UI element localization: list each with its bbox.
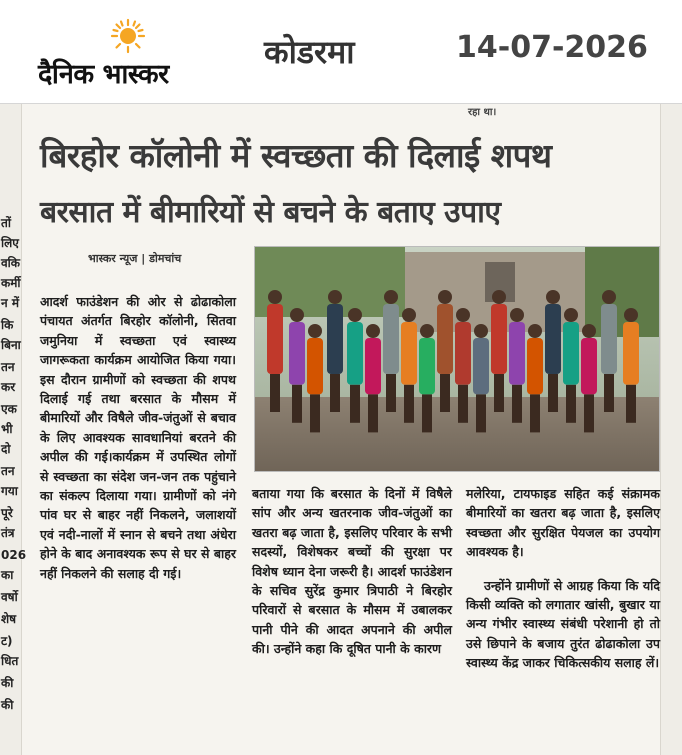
person-body [527, 338, 543, 394]
left-fragment-text: बिना [1, 338, 21, 352]
person-head [456, 308, 470, 322]
person-body [601, 304, 617, 374]
person-head [510, 308, 524, 322]
left-fragment-text: कर [1, 380, 16, 394]
person-legs [566, 385, 576, 423]
paragraph: आदर्श फाउंडेशन की ओर से ढोढाकोला पंचायत अंतर्गत बिरहोर कॉलोनी, सितवा जमुनिया में स्वच्छता एवं स्वास्थ्य जागरूकता कार्यक्रम आयोजित किया गया। इस दौरान ग्रामीणों को स्वच्छता की शपथ दिलाई गई तथा बरसात के मौसम में बीमारियों और विषैले जीव-जंतुओं से बचाव के लिए आवश्यक सावधानियां बरतने की अपील की गई।कार्यक्रम में उपस्थित लोगों से स्वच्छता का संदेश जन-जन तक पहुंचाने का संकल्प दिलाया गया। ग्रामीणों को नंगे पांव घर से बाहर नहीं निकलने, जलाशयों एवं नदी-नालों में स्नान से बचने तथा अंधेरा होने के बाद अनावश्यक रूप से घर से बाहर नहीं निकलने की सलाह दी गई। [40, 294, 236, 581]
group-photo-illustration [255, 247, 660, 472]
person-legs [386, 374, 396, 412]
person-legs [422, 394, 432, 432]
person-head [328, 290, 342, 304]
left-fragment-text: एक [1, 402, 17, 416]
person-head [308, 324, 322, 338]
person-head [420, 324, 434, 338]
person-body [545, 304, 561, 374]
person-legs [604, 374, 614, 412]
left-fragment-text: लिए [1, 236, 19, 250]
person-head [564, 308, 578, 322]
article-column-1 [40, 292, 236, 583]
person-legs [626, 385, 636, 423]
person-body [581, 338, 597, 394]
left-fragment-text: पूरे [1, 506, 13, 520]
person-legs [404, 385, 414, 423]
person-head [528, 324, 542, 338]
edition-date: 14-07-2026 [456, 30, 648, 65]
news-photo [254, 246, 660, 472]
person-legs [350, 385, 360, 423]
left-fragment-text: तों [1, 216, 11, 230]
person-legs [584, 394, 594, 432]
person-legs [292, 385, 302, 423]
paragraph: मलेरिया, टायफाइड सहित कई संक्रामक बीमारियों का खतरा बढ़ जाता है, इसलिए स्वच्छता और सुरक्षित पेयजल का उपयोग आवश्यक है। [466, 486, 660, 560]
person-body [419, 338, 435, 394]
left-fragment-text: की [1, 698, 14, 712]
person-body [623, 322, 639, 385]
person-body [401, 322, 417, 385]
person-legs [476, 394, 486, 432]
left-fragment-text: तन [1, 360, 15, 374]
cut-text-top: रहा था। [468, 107, 497, 118]
right-neighbor-column [660, 104, 682, 755]
person-head [602, 290, 616, 304]
person-head [438, 290, 452, 304]
person-head [290, 308, 304, 322]
person-legs [330, 374, 340, 412]
person-head [348, 308, 362, 322]
person-body [437, 304, 453, 374]
person-body [289, 322, 305, 385]
article-column-3 [466, 484, 660, 673]
left-fragment-text: दो [1, 442, 11, 456]
left-fragment-text: की [1, 676, 14, 690]
logo-text: दैनिक भास्कर [38, 59, 169, 90]
person-legs [270, 374, 280, 412]
person-head [492, 290, 506, 304]
byline: भास्कर न्यूज | डोमचांच [88, 252, 182, 265]
person-legs [512, 385, 522, 423]
person-head [366, 324, 380, 338]
newspaper-page [0, 104, 682, 755]
person-head [582, 324, 596, 338]
person-body [473, 338, 489, 394]
person-body [307, 338, 323, 394]
person-body [267, 304, 283, 374]
person-head [474, 324, 488, 338]
person-head [384, 290, 398, 304]
left-fragment-text: वकि [1, 256, 20, 270]
person-head [546, 290, 560, 304]
person-body [563, 322, 579, 385]
article-column-2 [252, 484, 452, 659]
person-legs [548, 374, 558, 412]
paragraph: बताया गया कि बरसात के दिनों में विषैले सांप और अन्य खतरनाक जीव-जंतुओं का खतरा बढ़ जाता है, इसलिए परिवार के सभी सदस्यों, विशेषकर बच्चों की सुरक्षा पर विशेष ध्यान देना जरूरी है। आदर्श फाउंडेशन के सचिव सुरेंद्र कुमार त्रिपाठी ने बिरहोर परिवारों से बरसात के मौसम में उबालकर पानी पीने की आदत अपनाने की अपील की। उन्होंने कहा कि दूषित पानी के कारण [252, 486, 452, 657]
left-fragment-text: तंत्र [1, 526, 15, 540]
sun-logo-icon [110, 18, 146, 54]
left-fragment-text: शेष [1, 612, 17, 626]
masthead [0, 0, 682, 104]
newspaper-logo [38, 18, 218, 88]
person-body [365, 338, 381, 394]
person-body [347, 322, 363, 385]
person-legs [530, 394, 540, 432]
left-fragment-text: का [1, 568, 14, 582]
person-legs [310, 394, 320, 432]
person-body [327, 304, 343, 374]
edition-city: कोडरमा [264, 33, 355, 71]
person-legs [494, 374, 504, 412]
person-head [402, 308, 416, 322]
left-fragment-text: न में [1, 296, 20, 310]
left-fragment-text: कर्मी [1, 276, 21, 290]
person-body [509, 322, 525, 385]
headline-line-1: बिरहोर कॉलोनी में स्वच्छता की दिलाई शपथ [40, 136, 552, 175]
left-fragment-text: कि [1, 318, 14, 332]
person-body [383, 304, 399, 374]
person-body [455, 322, 471, 385]
left-fragment-text: धित [1, 654, 19, 668]
person-body [491, 304, 507, 374]
left-fragment-text: भी [1, 422, 13, 436]
paragraph: उन्होंने ग्रामीणों से आग्रह किया कि यदि किसी व्यक्ति को लगातार खांसी, बुखार या अन्य गंभीर स्वास्थ्य संबंधी परेशानी हो तो उसे छिपाने के बजाय तुरंत ढोढाकोला उप स्वास्थ्य केंद्र जाकर चिकित्सकीय सलाह लें। [466, 577, 660, 671]
headline-line-2: बरसात में बीमारियों से बचने के बताए उपाए [40, 195, 501, 230]
left-fragment-text: वर्षो [1, 590, 18, 604]
person-legs [458, 385, 468, 423]
person-head [268, 290, 282, 304]
left-fragment-text: गया [1, 484, 18, 498]
person-head [624, 308, 638, 322]
left-fragment-text: ट) [1, 634, 13, 648]
person-legs [368, 394, 378, 432]
left-fragment-text: 026 [1, 548, 27, 562]
person-legs [440, 374, 450, 412]
left-fragment-text: तन [1, 464, 15, 478]
